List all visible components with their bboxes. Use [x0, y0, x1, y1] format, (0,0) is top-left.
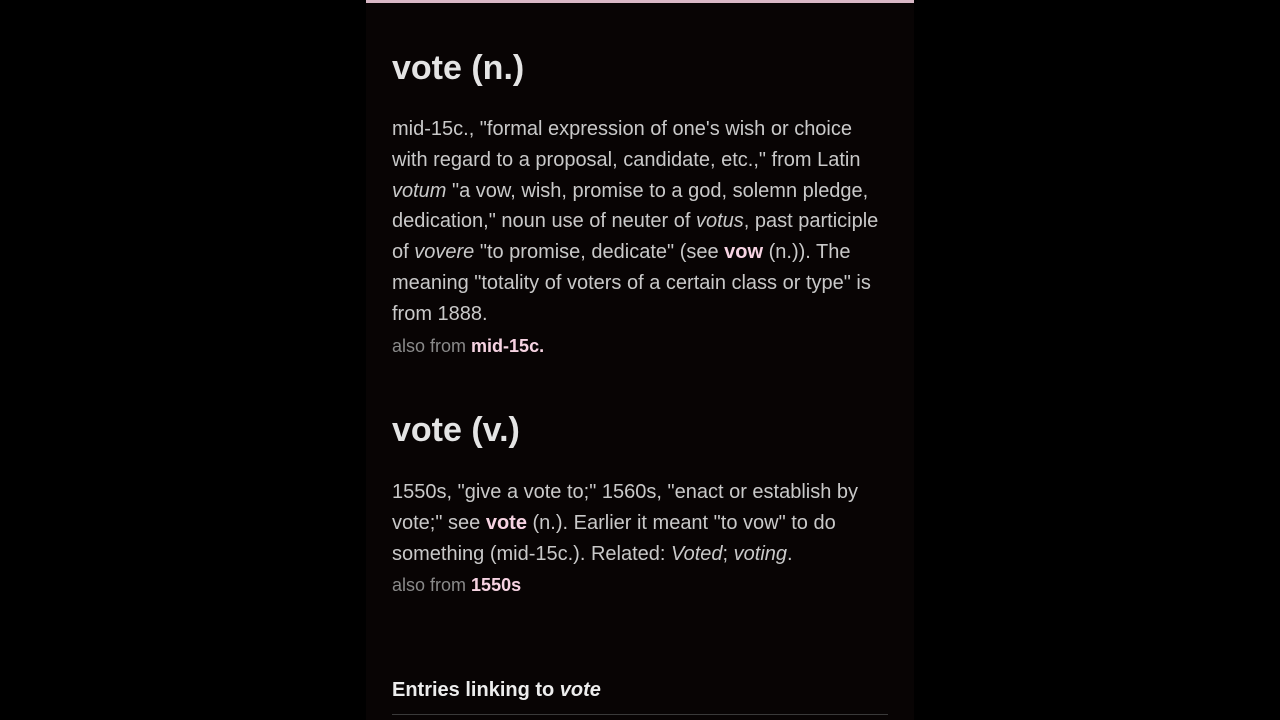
crossref-link-vote[interactable]: vote [485, 511, 527, 534]
etymon-votum: votum [392, 179, 447, 202]
body-text: 1550s, "give a vote to;" 1560s, "enact or establish by vote;" see [392, 481, 859, 534]
body-text: ; [722, 542, 734, 565]
linking-prefix: Entries linking to [392, 679, 560, 701]
body-text: (n.). Earlier it meant "to vow" to do something (mid-15c.). Related: [392, 511, 836, 565]
also-from-label: also from [392, 575, 467, 595]
entry-body-vote-verb [392, 477, 888, 569]
related-voted: Voted [671, 542, 723, 565]
entry-title-vote-verb: vote (v.) [392, 411, 520, 449]
body-text: "to promise, dedicate" (see [474, 241, 725, 264]
related-voting: voting [733, 542, 788, 565]
also-from-link-mid-15c[interactable]: mid-15c. [471, 336, 545, 356]
section-divider [392, 714, 888, 715]
body-text: "a vow, wish, promise to a god, solemn pledge, dedication," noun use of neuter of [392, 179, 869, 233]
body-text: , past participle of [392, 210, 879, 264]
also-from-vote-verb [392, 573, 521, 597]
entry-title-vote-noun: vote (n.) [392, 49, 525, 87]
body-text: mid-15c., "formal expression of one's wish or choice with regard to a proposal, candidate, etc.," from Latin [392, 118, 861, 171]
body-text: (n.)). The meaning "totality of voters of a certain class or type" is from 1888. [392, 241, 871, 325]
etymon-vovere: vovere [414, 241, 475, 264]
top-accent-bar [366, 0, 914, 3]
crossref-link-vow[interactable]: vow [724, 241, 764, 264]
page-column [366, 0, 914, 720]
entry-body-vote-noun [392, 114, 888, 330]
also-from-link-1550s[interactable]: 1550s [471, 575, 522, 595]
linking-word: vote [559, 679, 601, 701]
also-from-vote-noun [392, 334, 544, 358]
body-text: . [787, 542, 793, 565]
etymon-votus: votus [695, 210, 744, 233]
also-from-label: also from [392, 336, 467, 356]
entries-linking-heading [392, 677, 601, 703]
